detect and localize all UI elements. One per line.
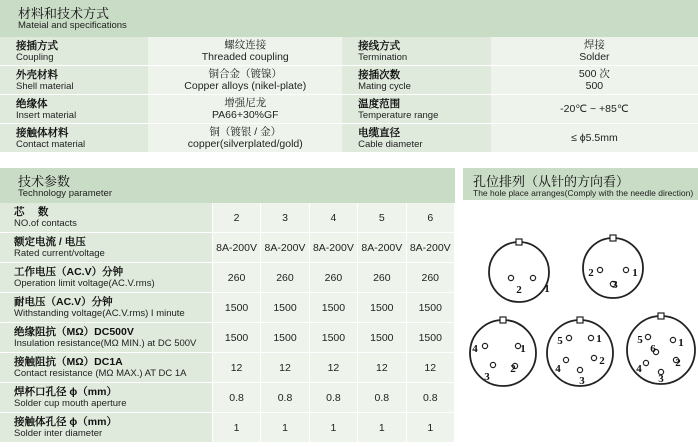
pin-hole (490, 362, 495, 367)
pin-number: 3 (484, 371, 490, 383)
r-label-cell (342, 37, 491, 66)
tech-value-cell: 260 (309, 263, 357, 293)
pin-hole (591, 355, 596, 360)
materials-header (0, 0, 698, 37)
tech-value-cell: 0.8 (261, 383, 309, 413)
pins-title-zh: 孔位排列（从针的方向看） (473, 174, 630, 189)
tech-title-zh: 技术参数 (18, 174, 71, 189)
tech-value-cell: 8A-200V (406, 233, 454, 263)
r-value-cell (491, 37, 698, 66)
tech-value-cell: 260 (358, 263, 406, 293)
tech-header (0, 168, 455, 203)
r-label-cell (342, 66, 491, 95)
pin-number: 3 (579, 375, 585, 387)
r-label-cell (342, 124, 491, 153)
pin-number: 3 (612, 279, 618, 291)
label-zh: 焊杯口孔径 ϕ（mm） (14, 386, 117, 398)
value-text: -20℃ ~ +85℃ (560, 103, 629, 115)
value-text: 铜（镀银 / 金） (209, 126, 282, 138)
tech-value-cell: 1 (309, 413, 357, 443)
tech-value-cell: 1500 (358, 293, 406, 323)
key-notch (610, 235, 616, 241)
tech-label-cell (0, 323, 212, 353)
materials-row (0, 37, 698, 66)
label-en: Solder inter diameter (14, 428, 103, 439)
tech-value-cell: 0.8 (358, 383, 406, 413)
pin-hole (577, 367, 582, 372)
value-text: PA66+30%GF (211, 109, 279, 121)
value-text: Threaded coupling (201, 51, 289, 63)
pin-hole (563, 357, 568, 362)
label-zh: 接触体孔径 ϕ（mm） (14, 416, 117, 428)
label-en: Insulation resistance(MΩ MIN.) at DC 500V (14, 338, 197, 349)
pins-title-en: The hole place arranges(Comply with the needle direction) (473, 188, 694, 198)
tech-value-cell: 1500 (261, 293, 309, 323)
tech-value-cell: 1 (212, 413, 260, 443)
pin-number: 2 (510, 363, 516, 375)
label-zh: 耐电压（AC.V）分钟 (14, 296, 113, 308)
tech-value-cell: 5 (358, 203, 406, 233)
tech-row (0, 233, 455, 263)
l-label-cell (0, 66, 148, 95)
label-zh: 额定电流 / 电压 (14, 236, 86, 248)
pin-diagram-3 (583, 235, 643, 298)
tech-value-cell: 2 (212, 203, 260, 233)
pin-hole (670, 337, 675, 342)
tech-value-cell: 1500 (406, 323, 454, 353)
key-notch (658, 313, 664, 319)
tech-value-cell: 8A-200V (261, 233, 309, 263)
tech-label-cell (0, 413, 212, 443)
label-zh: 芯 数 (14, 206, 49, 218)
tech-label-cell (0, 383, 212, 413)
materials-title-zh: 材料和技术方式 (18, 6, 110, 21)
pin-hole (530, 275, 535, 280)
label-zh: 接线方式 (358, 39, 401, 52)
label-zh: 工作电压（AC.V）分钟 (14, 266, 124, 278)
pin-number: 5 (637, 334, 643, 346)
tech-label-cell (0, 263, 212, 293)
r-value-cell (491, 95, 698, 124)
pin-number: 1 (544, 283, 550, 295)
tech-row (0, 203, 455, 233)
label-zh: 接触体材料 (16, 126, 69, 139)
materials-row (0, 124, 698, 153)
label-zh: 绝缘体 (16, 97, 48, 110)
tech-value-cell: 4 (309, 203, 357, 233)
pin-diagram-svg (463, 200, 698, 442)
tech-value-cell: 12 (406, 353, 454, 383)
r-label-cell (342, 95, 491, 124)
value-text: 焊接 (583, 39, 605, 51)
tech-label-cell (0, 353, 212, 383)
label-zh: 电缆直径 (358, 126, 401, 139)
tech-value-cell: 12 (358, 353, 406, 383)
l-label-cell (0, 95, 148, 124)
tech-label-cell (0, 233, 212, 263)
pin-number: 2 (675, 357, 681, 369)
tech-row (0, 383, 455, 413)
pin-number: 5 (557, 335, 563, 347)
value-text: ≤ ϕ5.5mm (571, 132, 618, 144)
pin-number: 4 (472, 343, 478, 355)
tech-value-cell: 12 (261, 353, 309, 383)
pin-number: 2 (588, 267, 594, 279)
pin-hole (645, 334, 650, 339)
pin-number: 4 (636, 363, 642, 375)
l-value-cell (148, 66, 342, 95)
pin-hole (482, 343, 487, 348)
label-en: Termination (358, 51, 408, 63)
tech-label-cell (0, 203, 212, 233)
label-en: Rated current/voltage (14, 248, 105, 259)
label-en: Temperature range (358, 109, 439, 121)
tech-title-en: Technology parameter (18, 188, 112, 199)
label-zh: 接触阻抗（MΩ）DC1A (14, 356, 123, 368)
value-text: 增强尼龙 (224, 97, 267, 109)
label-zh: 接插方式 (16, 39, 58, 52)
pin-number: 2 (516, 284, 522, 296)
value-text: 500 (585, 80, 604, 92)
tech-value-cell: 1500 (261, 323, 309, 353)
label-en: Insert material (16, 109, 77, 121)
key-notch (500, 317, 506, 323)
pin-number: 1 (632, 267, 638, 279)
connector-outline (470, 320, 536, 386)
value-text: copper(silverplated/gold) (187, 138, 303, 150)
pin-number: 6 (650, 343, 656, 355)
label-en: Solder cup mouth aperture (14, 398, 127, 409)
tech-value-cell: 1 (358, 413, 406, 443)
tech-value-cell: 0.8 (406, 383, 454, 413)
tech-table (0, 203, 455, 443)
tech-row (0, 413, 455, 443)
label-en: Withstanding voltage(AC.V.rms) I minute (14, 308, 185, 319)
label-en: Contact resistance (MΩ MAX.) AT DC 1A (14, 368, 187, 379)
tech-value-cell: 1 (406, 413, 454, 443)
tech-value-cell: 260 (212, 263, 260, 293)
label-en: Mating cycle (358, 80, 411, 92)
label-en: NO.of contacts (14, 218, 77, 229)
pin-diagram-6 (627, 313, 695, 385)
tech-value-cell: 1500 (309, 293, 357, 323)
key-notch (577, 317, 583, 323)
tech-value-cell: 8A-200V (212, 233, 260, 263)
tech-value-cell: 260 (406, 263, 454, 293)
pin-number: 1 (596, 333, 602, 345)
label-zh: 外壳材料 (16, 68, 58, 81)
label-zh: 接插次数 (358, 68, 401, 81)
tech-value-cell: 260 (261, 263, 309, 293)
value-text: 螺纹连接 (224, 39, 267, 51)
tech-value-cell: 1500 (212, 293, 260, 323)
pin-hole (597, 267, 602, 272)
pin-diagrams (463, 200, 698, 442)
tech-value-cell: 1500 (212, 323, 260, 353)
tech-value-cell: 6 (406, 203, 454, 233)
tech-row (0, 323, 455, 353)
tech-value-cell: 3 (261, 203, 309, 233)
label-en: Operation limit voltage(AC.V.rms) (14, 278, 155, 289)
label-zh: 绝缘阻抗（MΩ）DC500V (14, 326, 134, 338)
pin-number: 4 (555, 363, 561, 375)
tech-value-cell: 1500 (406, 293, 454, 323)
l-label-cell (0, 37, 148, 66)
r-value-cell (491, 124, 698, 153)
pin-diagram-5 (547, 317, 613, 387)
materials-title-en: Mateial and specifications (18, 20, 127, 31)
tech-row (0, 263, 455, 293)
key-notch (516, 239, 522, 245)
pin-number: 1 (678, 337, 684, 349)
value-text: Copper alloys (nikel-plate) (184, 80, 307, 92)
materials-row (0, 95, 698, 124)
tech-value-cell: 8A-200V (358, 233, 406, 263)
tech-row (0, 353, 455, 383)
pin-hole (588, 335, 593, 340)
tech-value-cell: 8A-200V (309, 233, 357, 263)
pin-hole (508, 275, 513, 280)
tech-value-cell: 1500 (358, 323, 406, 353)
pin-hole (566, 335, 571, 340)
tech-value-cell: 12 (212, 353, 260, 383)
tech-value-cell: 0.8 (309, 383, 357, 413)
pins-header (463, 168, 698, 203)
tech-value-cell: 0.8 (212, 383, 260, 413)
tech-value-cell: 1500 (309, 323, 357, 353)
value-text: Solder (579, 51, 610, 63)
value-text: 500 次 (578, 68, 610, 80)
pin-hole (643, 360, 648, 365)
label-en: Shell material (16, 80, 74, 92)
label-en: Cable diameter (358, 138, 423, 150)
label-en: Contact material (16, 138, 86, 150)
l-value-cell (148, 37, 342, 66)
pin-number: 1 (520, 343, 526, 355)
label-zh: 温度范围 (358, 97, 401, 110)
materials-row (0, 66, 698, 95)
l-value-cell (148, 124, 342, 153)
l-label-cell (0, 124, 148, 153)
label-en: Coupling (16, 51, 54, 63)
pin-number: 2 (599, 355, 605, 367)
pin-hole (623, 267, 628, 272)
pin-diagram-4 (470, 317, 536, 386)
tech-value-cell: 12 (309, 353, 357, 383)
pin-number: 3 (658, 373, 664, 385)
pin-diagram-2 (489, 239, 550, 302)
l-value-cell (148, 95, 342, 124)
value-text: 铜合金（镀镍） (208, 68, 283, 80)
tech-value-cell: 1 (261, 413, 309, 443)
tech-row (0, 293, 455, 323)
r-value-cell (491, 66, 698, 95)
tech-label-cell (0, 293, 212, 323)
materials-table (0, 37, 698, 153)
